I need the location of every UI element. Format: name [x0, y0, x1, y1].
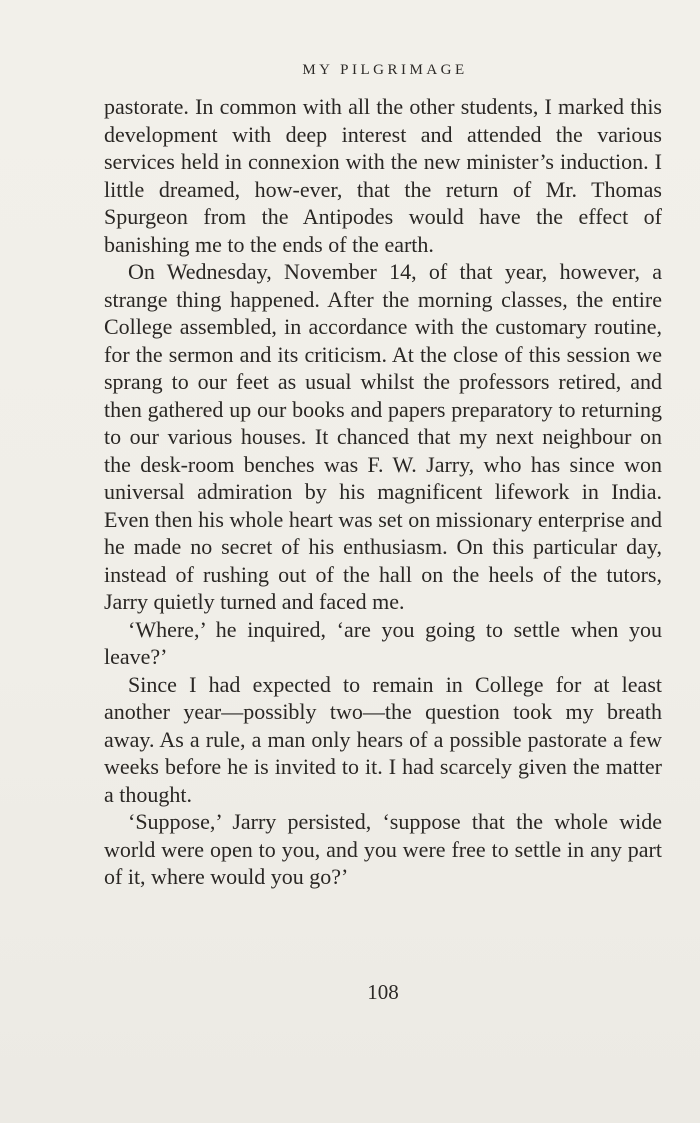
paragraph: ‘Where,’ he inquired, ‘are you going to settle when you leave?’	[104, 616, 662, 669]
paragraph: ‘Suppose,’ Jarry persisted, ‘suppose that the whole wide world were open to you, and you were free to settle in any part of it, where would you go?’	[104, 809, 662, 889]
body-text	[104, 93, 662, 891]
page-number: 108	[367, 980, 399, 1004]
paragraph: Since I had expected to remain in College for at least another year—possibly two—the question took my breath away. As a rule, a man only hears of a possible pastorate a few weeks before he is invited to it. I had scarcely given the matter a thought.	[104, 671, 662, 807]
paragraph: On Wednesday, November 14, of that year, however, a strange thing happened. After the morning classes, the entire College assembled, in accordance with the customary routine, for the sermon and its criticism. At the close of this session we sprang to our feet as usual whilst the professors retired, and then gathered up our books and papers preparatory to returning to our various houses. It chanced that my next neighbour on the desk-room benches was F. W. Jarry, who has since won universal admiration by his magnificent lifework in India. Even then his whole heart was set on missionary enterprise and he made no secret of his enthusiasm. On this particular day, instead of rushing out of the hall on the heels of the tutors, Jarry quietly turned and faced me.	[104, 259, 662, 614]
running-head: MY PILGRIMAGE	[302, 62, 468, 78]
paragraph: pastorate. In common with all the other students, I marked this development with deep interest and attended the various services held in connexion with the new minister’s induction. I little dreamed, how-ever, that the return of Mr. Thomas Spurgeon from the Antipodes would have the effect of banishing me to the ends of the earth.	[104, 94, 662, 257]
